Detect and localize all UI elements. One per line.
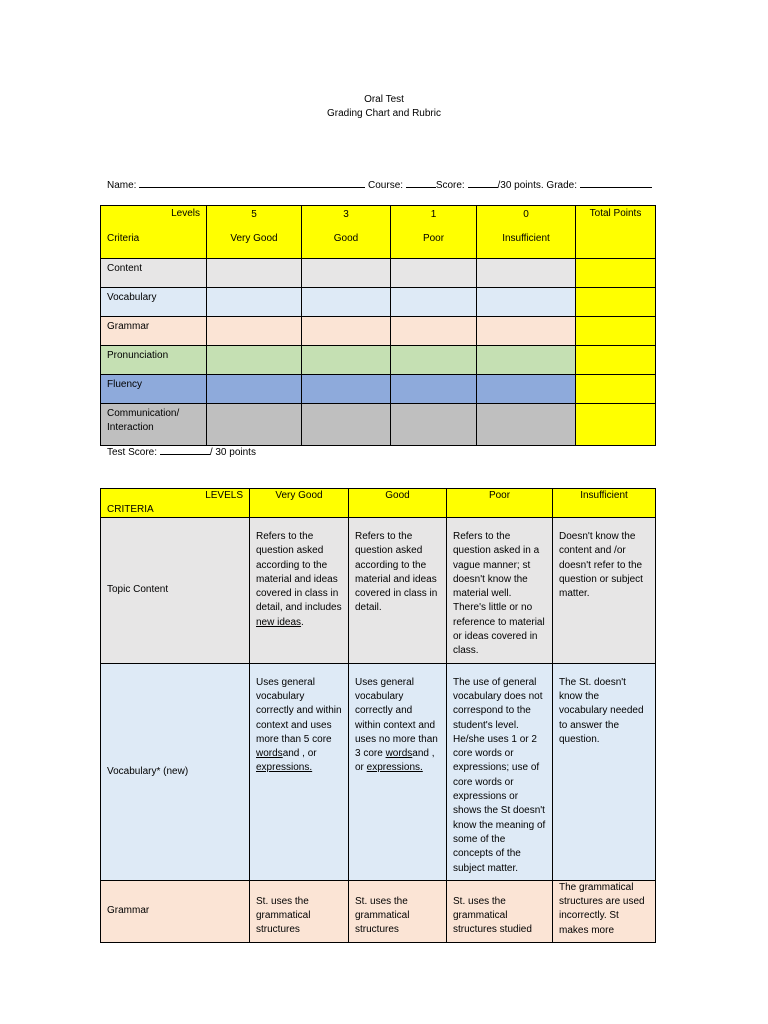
score-cell[interactable]	[207, 259, 302, 288]
rubric-good-cell	[349, 663, 447, 880]
rubric-table	[100, 488, 656, 943]
score-cell[interactable]	[302, 375, 391, 404]
rubric-poor-cell: St. uses the grammatical structures studied	[447, 880, 553, 942]
test-score-suffix: / 30 points	[209, 447, 256, 458]
level-header-good	[302, 206, 391, 259]
criterion-label: Content	[101, 259, 207, 288]
levels-criteria-header	[101, 206, 207, 259]
rubric-good-cell: Refers to the question asked according to the material and ideas covered in class in detail.	[349, 518, 447, 664]
total-cell[interactable]	[576, 404, 656, 446]
level-points: 0	[523, 209, 529, 220]
score-cell[interactable]	[391, 317, 477, 346]
grading-row-fluency	[101, 375, 656, 404]
rubric-poor-cell: The use of general vocabulary does not correspond to the student's level. He/she uses 1 or 2 core words or expressions; use of core words or expressions or shows the St doesn't know the meaning of some of the concepts of the subject matter.	[447, 663, 553, 880]
grading-row-grammar	[101, 317, 656, 346]
score-cell[interactable]	[391, 404, 477, 446]
score-blank[interactable]	[468, 178, 498, 188]
total-cell[interactable]	[576, 375, 656, 404]
score-cell[interactable]	[391, 288, 477, 317]
rubric-row-vocabulary	[101, 663, 656, 880]
test-score-line	[107, 445, 256, 458]
score-cell[interactable]	[207, 404, 302, 446]
level-points: 5	[251, 209, 257, 220]
score-cell[interactable]	[207, 375, 302, 404]
course-label: Course:	[368, 180, 404, 191]
rubric-criterion-label: Vocabulary* (new)	[101, 663, 250, 880]
descriptor-text: Uses general vocabulary correctly and within context and uses no more than 3 core	[355, 676, 438, 760]
score-cell[interactable]	[477, 375, 576, 404]
total-cell[interactable]	[576, 288, 656, 317]
descriptor-underlined: new ideas	[256, 616, 302, 628]
grade-blank[interactable]	[580, 178, 652, 188]
name-blank[interactable]	[139, 178, 365, 188]
total-cell[interactable]	[576, 259, 656, 288]
rubric-poor-cell: Refers to the question asked in a vague manner; st doesn't know the material well. There's little or no reference to material or ideas covered in class.	[447, 518, 553, 664]
criterion-label: Vocabulary	[101, 288, 207, 317]
criterion-label: Communication/ Interaction	[101, 404, 207, 446]
descriptor-mid: and , or	[282, 748, 317, 760]
total-cell[interactable]	[576, 346, 656, 375]
rubric-good-cell: St. uses the grammatical structures	[349, 880, 447, 942]
level-name: Poor	[422, 233, 445, 244]
rubric-levels-label: LEVELS	[205, 490, 243, 501]
grading-row-pronunciation	[101, 346, 656, 375]
level-header-very-good	[207, 206, 302, 259]
course-blank[interactable]	[406, 178, 436, 188]
level-name: Good	[333, 233, 359, 244]
name-label: Name:	[107, 180, 137, 191]
student-info-line	[107, 178, 667, 191]
score-cell[interactable]	[207, 288, 302, 317]
total-points-header: Total Points	[576, 206, 656, 259]
score-label: Score:	[435, 180, 465, 191]
level-points: 1	[430, 209, 437, 220]
rubric-insufficient-cell: The grammatical structures are used incorrectly. St makes more	[553, 880, 656, 942]
score-cell[interactable]	[302, 404, 391, 446]
score-cell[interactable]	[302, 259, 391, 288]
document-title: Oral Test	[364, 94, 404, 105]
criteria-label: Criteria	[107, 233, 140, 244]
descriptor-underlined: words	[256, 748, 283, 760]
rubric-very-good-cell	[250, 518, 349, 664]
score-cell[interactable]	[207, 317, 302, 346]
score-cell[interactable]	[391, 259, 477, 288]
rubric-row-topic-content	[101, 518, 656, 664]
score-cell[interactable]	[477, 346, 576, 375]
score-cell[interactable]	[477, 404, 576, 446]
rubric-insufficient-cell: The St. doesn't know the vocabulary needed to answer the question.	[553, 663, 656, 880]
test-score-blank[interactable]	[160, 445, 210, 455]
document-subtitle: Grading Chart and Rubric	[327, 108, 441, 119]
score-cell[interactable]	[477, 317, 576, 346]
grading-chart	[100, 205, 656, 446]
grading-row-content	[101, 259, 656, 288]
rubric-very-good-cell: St. uses the grammatical structures	[250, 880, 349, 942]
grading-row-communication	[101, 404, 656, 446]
rubric-row-grammar	[101, 880, 656, 942]
total-cell[interactable]	[576, 317, 656, 346]
descriptor-mid: and , or	[355, 748, 435, 774]
criterion-label: Fluency	[101, 375, 207, 404]
score-cell[interactable]	[391, 346, 477, 375]
rubric-criterion-label: Grammar	[101, 880, 250, 942]
rubric-column-poor: Poor	[447, 489, 553, 518]
descriptor-text: Refers to the question asked according to the material and ideas covered in class in detail, and includes	[256, 531, 342, 614]
criterion-label: Pronunciation	[101, 346, 207, 375]
rubric-column-very-good: Very Good	[250, 489, 349, 518]
criterion-label: Grammar	[101, 317, 207, 346]
score-cell[interactable]	[302, 317, 391, 346]
score-cell[interactable]	[477, 259, 576, 288]
level-header-insufficient	[477, 206, 576, 259]
level-name: Insufficient	[502, 233, 550, 244]
rubric-column-good: Good	[349, 489, 447, 518]
level-header-poor	[391, 206, 477, 259]
descriptor-underlined: words	[385, 748, 413, 760]
score-cell[interactable]	[391, 375, 477, 404]
rubric-criteria-label: CRITERIA	[107, 504, 154, 515]
level-points: 3	[343, 209, 349, 220]
descriptor-underlined: expressions.	[366, 762, 423, 774]
score-cell[interactable]	[207, 346, 302, 375]
descriptor-text: Uses general vocabulary correctly and within context and uses more than 5 core	[256, 676, 342, 745]
score-cell[interactable]	[477, 288, 576, 317]
grading-row-vocabulary	[101, 288, 656, 317]
points-grade-label: /30 points. Grade:	[497, 180, 577, 191]
score-cell[interactable]	[302, 288, 391, 317]
descriptor-underlined: expressions.	[256, 762, 313, 774]
level-name: Very Good	[230, 233, 278, 244]
grading-chart-header	[101, 206, 656, 259]
rubric-insufficient-cell: Doesn't know the content and /or doesn't refer to the question or subject matter.	[553, 518, 656, 664]
test-score-label: Test Score:	[107, 447, 158, 458]
rubric-column-insufficient: Insufficient	[553, 489, 656, 518]
rubric-criterion-label: Topic Content	[101, 518, 250, 664]
rubric-levels-criteria-header	[101, 489, 250, 518]
score-cell[interactable]	[302, 346, 391, 375]
rubric-header	[101, 489, 656, 518]
levels-label: Levels	[171, 208, 200, 219]
rubric-very-good-cell	[250, 663, 349, 880]
descriptor-end: .	[301, 616, 304, 628]
